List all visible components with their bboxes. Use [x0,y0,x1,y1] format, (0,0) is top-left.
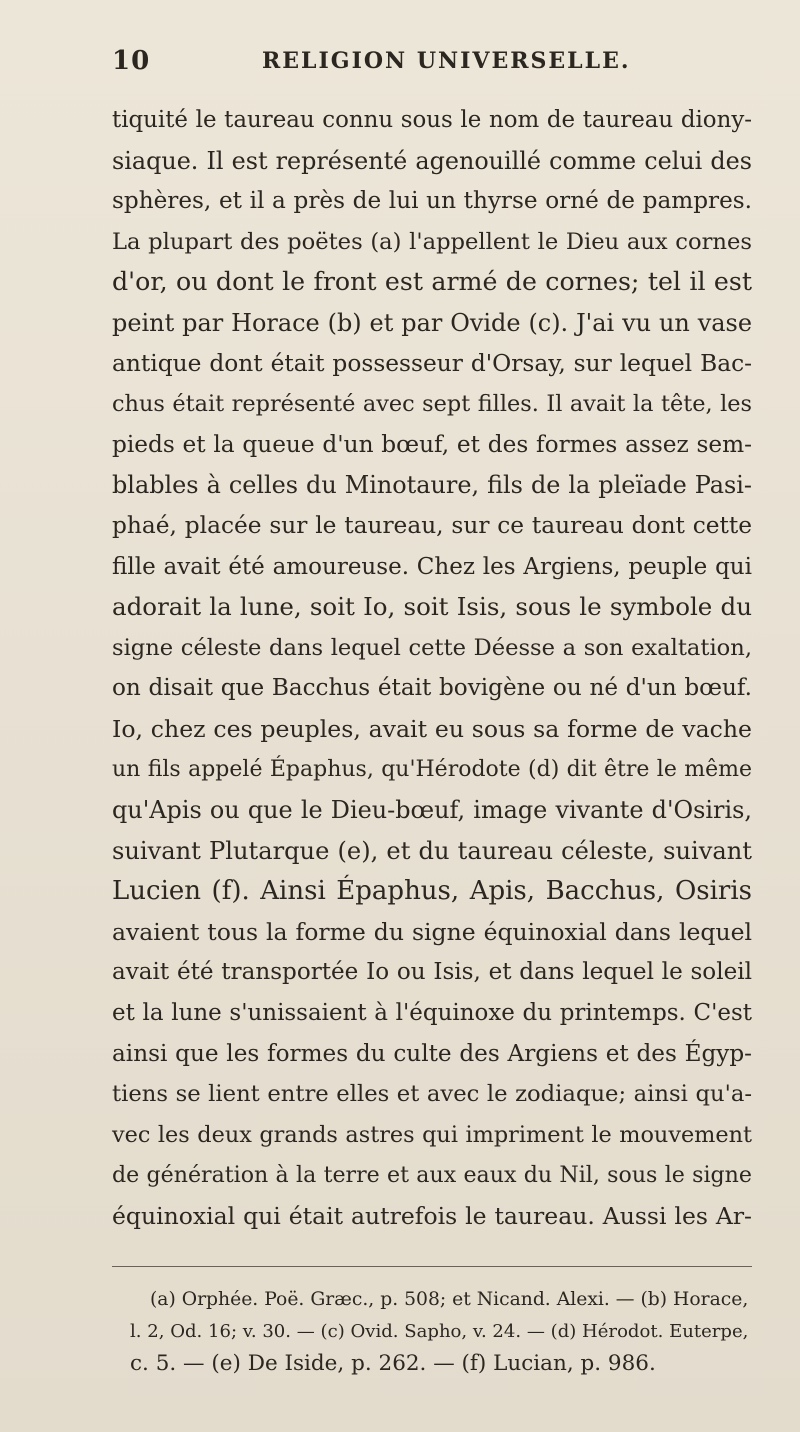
text-line: siaque. Il est représenté agenouillé comme celui des [112,146,752,175]
footnotes [130,1284,752,1380]
footnote-line: l. 2, Od. 16; v. 30. — (c) Ovid. Sapho, v. 24. — (d) Hérodot. Euterpe, [130,1321,749,1342]
text-line: Io, chez ces peuples, avait eu sous sa forme de vache [112,714,752,743]
text-line: antique dont était possesseur d'Orsay, sur lequel Bac- [112,349,752,377]
text-line: tiens se lient entre elles et avec le zodiaque; ainsi qu'a- [112,1081,752,1108]
footnote-line: (a) Orphée. Poë. Græc., p. 508; et Nicand. Alexi. — (b) Horace, [150,1289,749,1310]
text-line: avaient tous la forme du signe équinoxial dans lequel [112,917,752,946]
text-line: chus était représenté avec sept filles. Il avait la tête, les [112,391,752,418]
footnote-divider [112,1266,752,1267]
text-line: adorait la lune, soit Io, soit Isis, sous le symbole du [112,592,752,622]
text-line: sphères, et il a près de lui un thyrse orné de pampres. [112,188,752,215]
text-line: avait été transportée Io ou Isis, et dans lequel le soleil [112,959,752,986]
page-header [112,46,752,86]
text-line: ainsi que les formes du culte des Argiens et des Égyp- [112,1040,752,1067]
main-text [112,100,752,1237]
text-line: vec les deux grands astres qui impriment le mouvement [112,1121,752,1148]
text-line: fille avait été amoureuse. Chez les Argiens, peuple qui [112,553,752,580]
text-line: signe céleste dans lequel cette Déesse a son exaltation, [112,634,752,661]
text-line: peint par Horace (b) et par Ovide (c). J'ai vu un vase [112,308,752,337]
text-line: tiquité le taureau connu sous le nom de taureau diony- [112,107,752,133]
text-line: La plupart des poëtes (a) l'appellent le Dieu aux cornes [112,228,752,255]
text-line: et la lune s'unissaient à l'équinoxe du printemps. C'est [112,1000,752,1027]
text-line: pieds et la queue d'un bœuf, et des formes assez sem- [112,430,752,458]
text-line: phaé, placée sur le taureau, sur ce taureau dont cette [112,511,752,539]
text-line: d'or, ou dont le front est armé de cornes; tel il est [112,267,752,297]
text-line: on disait que Bacchus était bovigène ou né d'un bœuf. [112,675,752,702]
text-line: équinoxial qui était autrefois le taureau. Aussi les Ar- [112,1202,752,1231]
text-line: un fils appelé Épaphus, qu'Hérodote (d) dit être le même [112,756,752,782]
text-line: blables à celles du Minotaure, fils de la pleïade Pasi- [112,471,752,500]
text-line: qu'Apis ou que le Dieu-bœuf, image vivante d'Osiris, [112,796,752,825]
text-line: de génération à la terre et aux eaux du Nil, sous le signe [112,1162,752,1189]
page-number: 10 [112,46,151,76]
footnote-line: c. 5. — (e) De Iside, p. 262. — (f) Lucian, p. 986. [130,1351,656,1376]
text-line: suivant Plutarque (e), et du taureau céleste, suivant [112,836,752,865]
text-line: Lucien (f). Ainsi Épaphus, Apis, Bacchus, Osiris [112,876,752,907]
running-title: RELIGION UNIVERSELLE. [262,48,631,74]
